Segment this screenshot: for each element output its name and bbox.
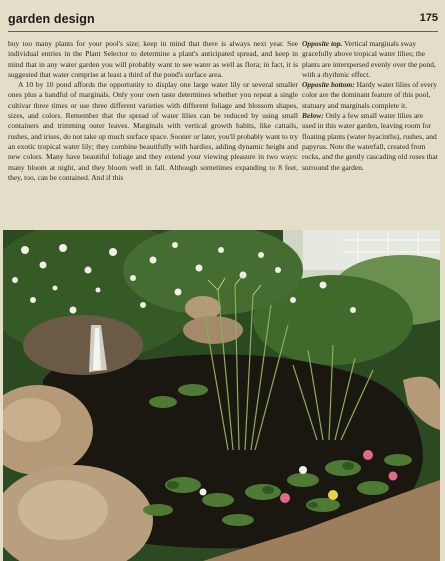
section-title: garden design [8,12,95,26]
boulder-highlight [3,398,61,442]
caption-text: Hardy water lilies of every color are the dominant feature of this pool, statuary and marginals complete it. [302,80,437,110]
caption-text: Vertical marginals sway gracefully above tropical water lilies; the plants are interspersed evenly over the pond, with a rhythmic effect. [302,39,436,79]
boulder-highlight [18,480,108,540]
caption-opposite-top [302,39,438,80]
caption-label: Opposite top. [302,39,343,48]
caption-opposite-bottom [302,80,438,111]
page-number: 175 [419,12,438,24]
water-garden-photo [3,230,440,561]
photo-illustration [3,230,440,561]
body-text-column [8,39,298,183]
caption-column [302,39,438,173]
waterfall-rocks [23,315,143,375]
rock [183,316,243,344]
body-paragraph-2: A 10 by 10 pond affords the opportunity to display one large water lily or several smaller ones plus a handful of marginals. Only your own taste determines whether you repeat a single cultivar three times or use three different varieties with different foliage and blossom shapes, sizes, and colors. Remember that the spread of water lilies can be reduced by using small containers and trimming outer leaves. Marginals with vertical growth habits, like cattails, rushes, and irises, do not take up much surface space. Sooner or later, you'll probably want to try an exotic tropical water lily; they combine beautifully with hardies, adding dynamic height and new colors. Many have beautiful foliage and they extend your viewing pleasure in two ways: many bloom at night, and they bloom well in fall. Although sometimes expanding to 8 feet, they, too, can be contained. And if this [8,80,298,182]
caption-label: Below: [302,111,324,121]
header-rule [8,31,438,32]
body-paragraph-1: buy too many plants for your pool's size; keep in mind that there is always next year. See individual entries in the Plant Selector to determine a plant's anticipated spread, and keep in mind that in any water garden you will probably want to see water as well as flora; in fact, it is suggested that water comprise at least a third of the pond's surface area. [8,39,298,79]
caption-below [302,111,438,173]
caption-text: Only a few small water lilies are used in this water garden, leaving room for floating plants (water hyacinths), rushes, and papyrus. Note the waterfall, created from rocks, and the gently cascading old roses that surround the garden. [302,111,438,172]
running-head [8,12,438,30]
caption-label: Opposite bottom: [302,80,355,90]
